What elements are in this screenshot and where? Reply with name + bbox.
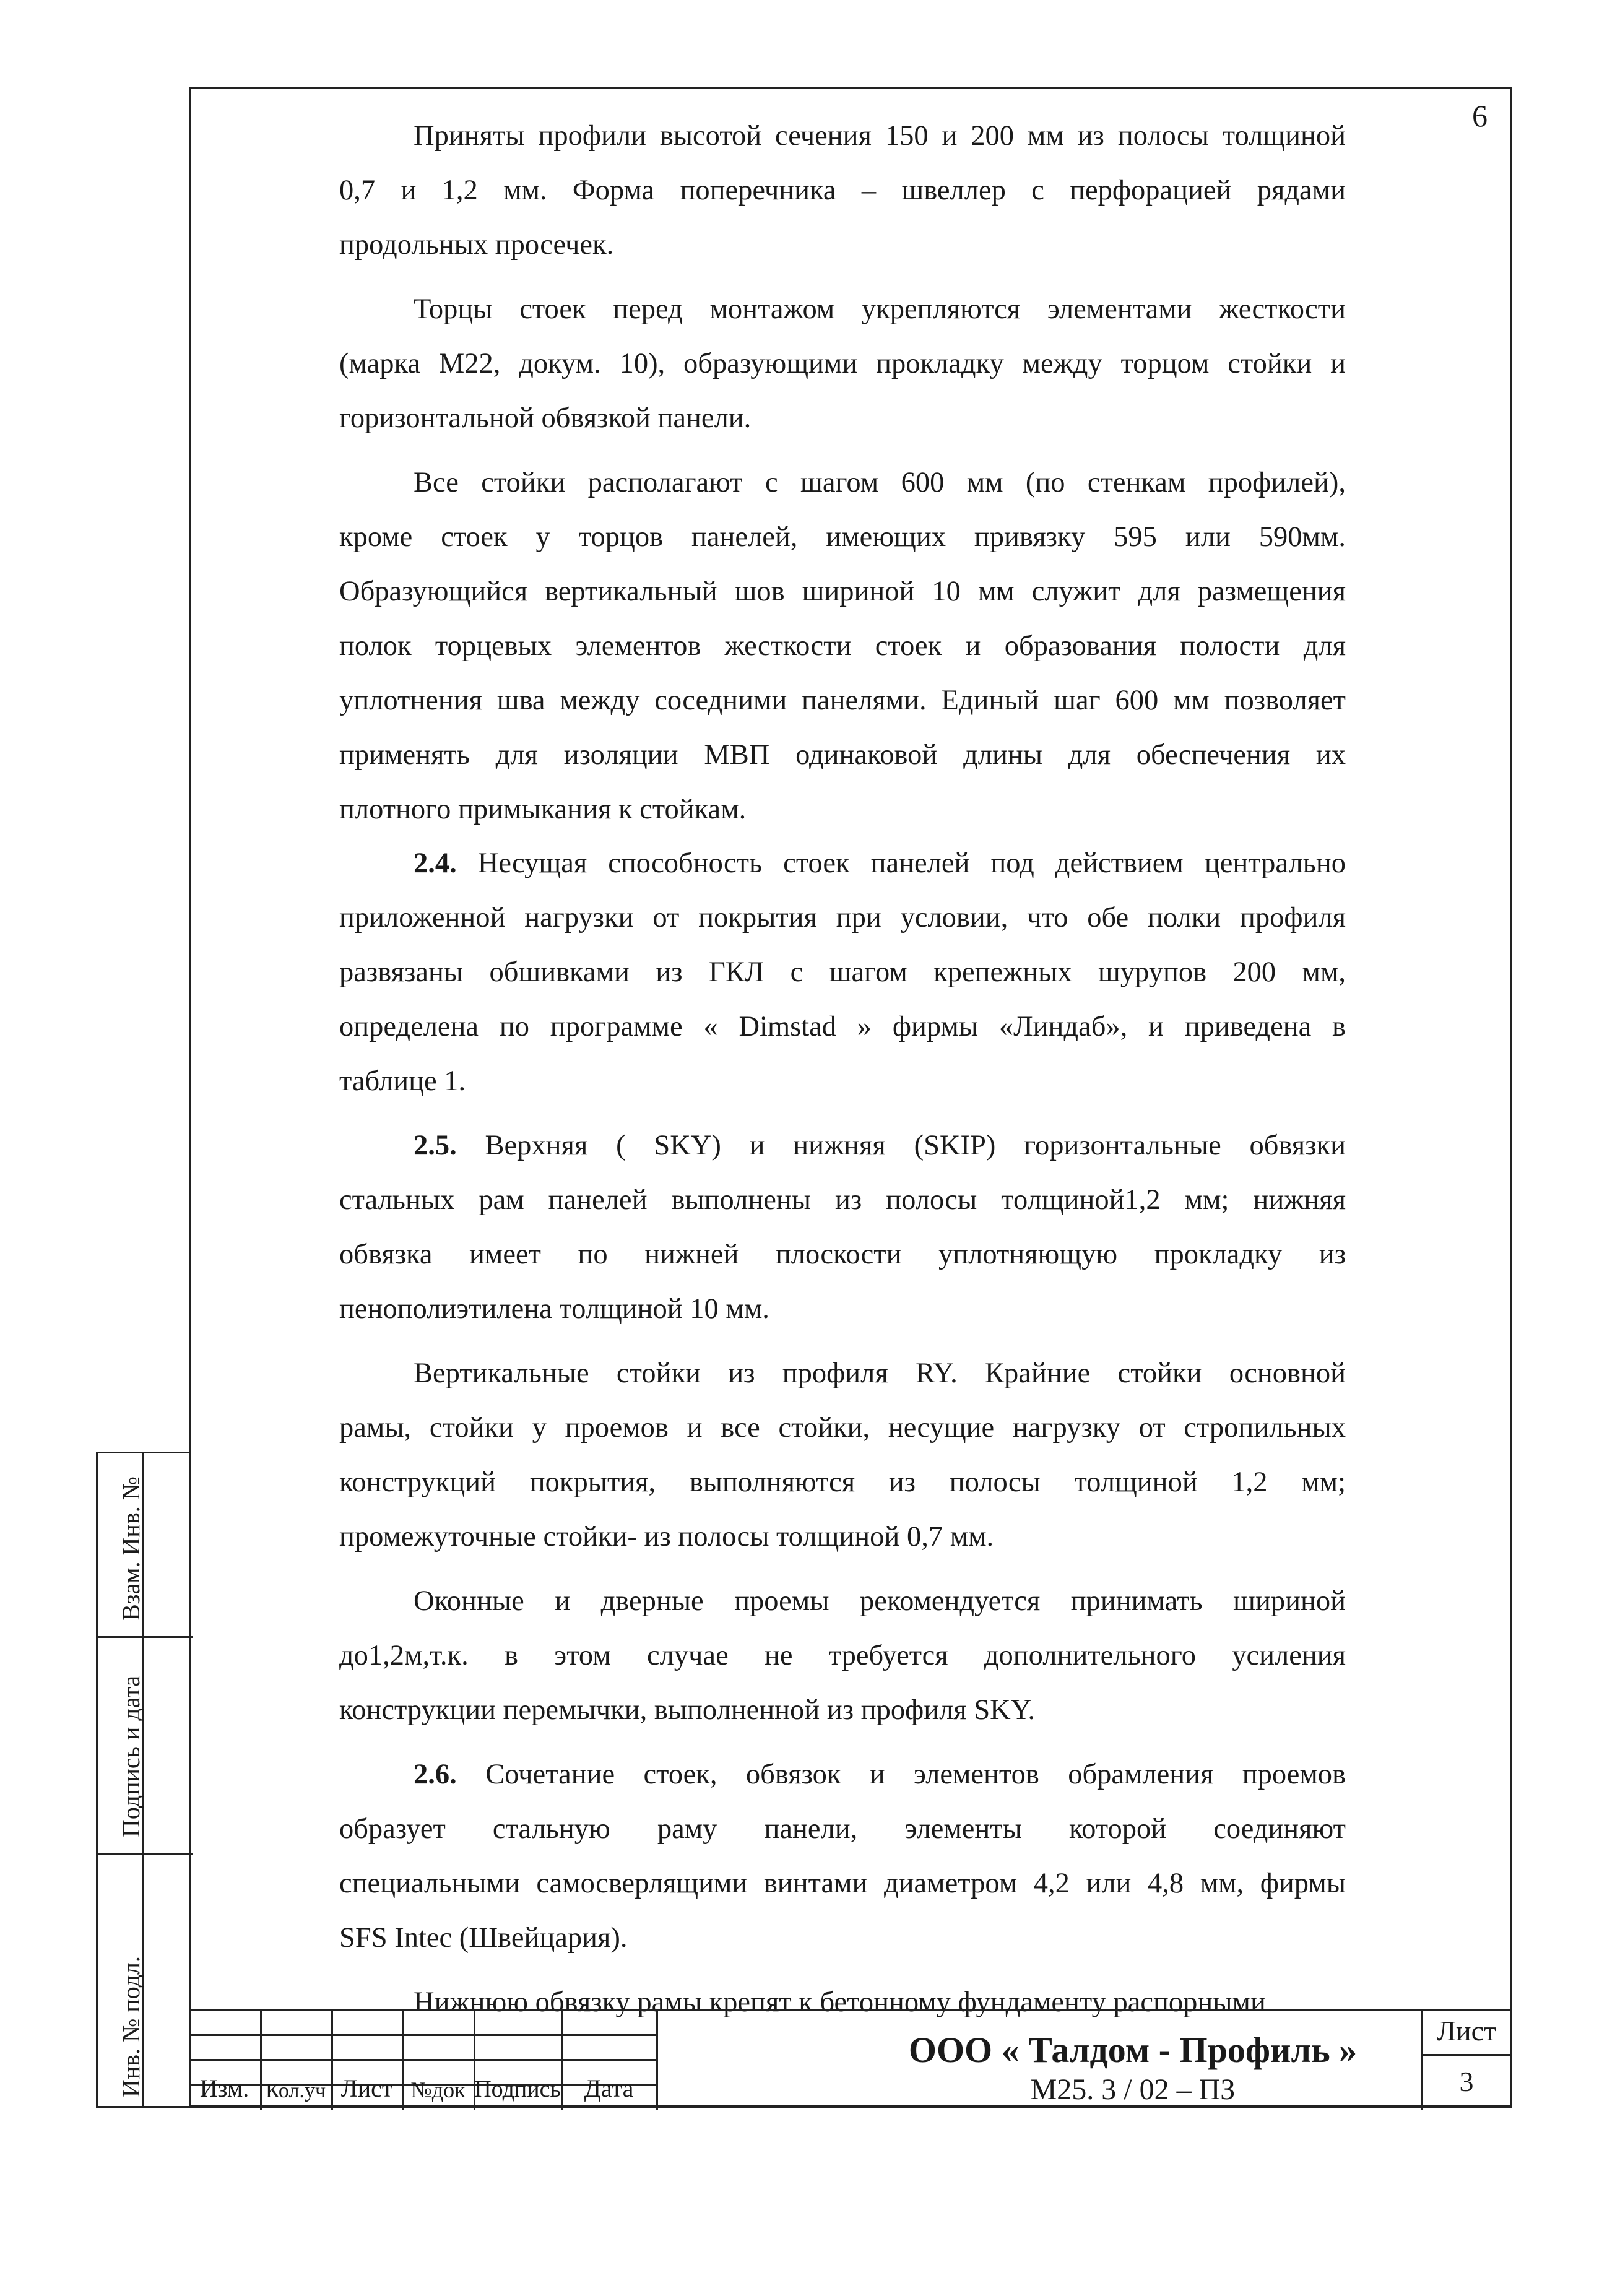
body-line bbox=[414, 1583, 1346, 1620]
body-line bbox=[339, 1464, 1346, 1501]
body-line bbox=[414, 845, 1346, 882]
body-line-text: специальными самосверлящими винтами диаметром 4,2 или 4,8 мм, фирмы bbox=[339, 1868, 1346, 1899]
col-kol-uch: Кол.уч bbox=[265, 2079, 326, 2102]
body-line bbox=[339, 172, 1346, 209]
body-line bbox=[414, 1127, 1346, 1164]
body-line-text: Несущая способность стоек панелей под действием центрально bbox=[477, 847, 1346, 879]
body-line-text: 0,7 и 1,2 мм. Форма поперечника – швеллер с перфорацией рядами bbox=[339, 175, 1346, 206]
col-data: Дата bbox=[584, 2074, 634, 2102]
body-line-text: образует стальную раму панели, элементы которой соединяют bbox=[339, 1813, 1346, 1845]
body-line-text: стальных рам панелей выполнены из полосы толщиной1,2 мм; нижняя bbox=[339, 1184, 1346, 1216]
side-label-signature-date: Подпись и дата bbox=[117, 1675, 145, 1837]
body-line-text: пенополиэтилена толщиной 10 мм. bbox=[339, 1293, 769, 1325]
body-line-text: горизонтальной обвязкой панели. bbox=[339, 402, 752, 434]
body-line bbox=[339, 899, 1346, 937]
body-line-text: до1,2м,т.к. в этом случае не требуется дополнительного усиления bbox=[339, 1640, 1346, 1671]
body-line bbox=[414, 1355, 1346, 1392]
body-line bbox=[339, 1063, 466, 1100]
col-podpis: Подпись bbox=[474, 2076, 561, 2102]
col-ndok: №док bbox=[410, 2077, 466, 2102]
body-line-text: применять для изоляции МВП одинаковой длины для обеспечения их bbox=[339, 739, 1346, 771]
body-line-text: продольных просечек. bbox=[339, 229, 614, 261]
body-line bbox=[339, 628, 1346, 665]
body-line-text: Образующийся вертикальный шов шириной 10 мм служит для размещения bbox=[339, 576, 1346, 607]
title-block-col-line bbox=[656, 2011, 658, 2110]
body-line-text: Вертикальные стойки из профиля RY. Крайние стойки основной bbox=[414, 1358, 1346, 1389]
body-line-text: Сочетание стоек, обвязок и элементов обрамления проемов bbox=[485, 1759, 1346, 1790]
body-line-text: Все стойки располагают с шагом 600 мм (по стенкам профилей), bbox=[414, 467, 1346, 498]
body-line bbox=[339, 1008, 1346, 1046]
body-line bbox=[339, 227, 613, 264]
body-line bbox=[339, 400, 751, 437]
side-label-vzam-inv: Взам. Инв. № bbox=[117, 1476, 145, 1621]
section-number: 2.6. bbox=[414, 1759, 457, 1790]
body-line bbox=[339, 1182, 1346, 1219]
body-line bbox=[339, 1865, 1346, 1902]
body-line-text: приложенной нагрузки от покрытия при условии, что обе полки профиля bbox=[339, 902, 1346, 934]
body-line-text: определена по программе « Dimstad » фирмы «Линдаб», и приведена в bbox=[339, 1011, 1346, 1042]
body-line bbox=[414, 291, 1346, 328]
body-line-text: Верхняя ( SKY) и нижняя (SKIP) горизонтальные обвязки bbox=[485, 1130, 1346, 1161]
body-line bbox=[414, 118, 1346, 155]
body-line bbox=[339, 737, 1346, 774]
body-line-text: рамы, стойки у проемов и все стойки, несущие нагрузку от стропильных bbox=[339, 1412, 1346, 1444]
body-line-text: уплотнения шва между соседними панелями. Единый шаг 600 мм позволяет bbox=[339, 685, 1346, 716]
body-line-text: (марка М22, докум. 10), образующими прокладку между торцом стойки и bbox=[339, 348, 1346, 379]
body-line-text: развязаны обшивками из ГКЛ с шагом крепежных шурупов 200 мм, bbox=[339, 956, 1346, 988]
section-number: 2.5. bbox=[414, 1130, 457, 1161]
body-line-text: конструкции перемычки, выполненной из профиля SKY. bbox=[339, 1694, 1035, 1726]
body-line-text: SFS Intec (Швейцария). bbox=[339, 1922, 628, 1954]
sheet-cell-divider bbox=[1421, 2054, 1512, 2056]
body-line bbox=[339, 573, 1346, 610]
body-line-text: Приняты профили высотой сечения 150 и 200 мм из полосы толщиной bbox=[414, 120, 1346, 152]
body-line-text: Нижнюю обвязку рамы крепят к бетонному фундаменту распорными bbox=[414, 1986, 1266, 2018]
side-stamp-divider bbox=[98, 1853, 193, 1855]
body-line bbox=[339, 1236, 1346, 1273]
title-block-row-line bbox=[189, 2034, 656, 2036]
body-line bbox=[339, 1920, 628, 1957]
body-line-text: Оконные и дверные проемы рекомендуется принимать шириной bbox=[414, 1585, 1346, 1617]
side-label-inv-podl: Инв. № подл. bbox=[117, 1956, 145, 2097]
body-line bbox=[339, 519, 1346, 556]
body-line bbox=[339, 954, 1346, 991]
body-line bbox=[339, 682, 1346, 719]
body-line bbox=[339, 1291, 769, 1328]
body-line-text: конструкций покрытия, выполняются из полосы толщиной 1,2 мм; bbox=[339, 1466, 1346, 1498]
body-line-text: полок торцевых элементов жесткости стоек и образования полости для bbox=[339, 630, 1346, 662]
body-line-text: промежуточные стойки- из полосы толщиной 0,7 мм. bbox=[339, 1521, 994, 1553]
body-line-text: плотного примыкания к стойкам. bbox=[339, 794, 747, 825]
body-line bbox=[339, 345, 1346, 383]
col-izm: Изм. bbox=[199, 2074, 249, 2102]
side-stamp bbox=[96, 1452, 191, 2108]
body-line bbox=[339, 1637, 1346, 1674]
body-line bbox=[339, 1811, 1346, 1848]
sheet-number: 3 bbox=[1459, 2066, 1474, 2097]
body-line bbox=[339, 1518, 994, 1556]
sheet-label: Лист bbox=[1436, 2015, 1497, 2047]
section-number: 2.4. bbox=[414, 847, 457, 879]
body-line bbox=[339, 1692, 1035, 1729]
col-list: Лист bbox=[340, 2074, 393, 2102]
document-code: М25. 3 / 02 – ПЗ bbox=[1030, 2073, 1236, 2106]
body-line-text: Торцы стоек перед монтажом укрепляются элементами жесткости bbox=[414, 293, 1346, 325]
body-line bbox=[414, 464, 1346, 501]
page-number: 6 bbox=[1472, 98, 1488, 133]
company-name: ООО « Талдом - Профиль » bbox=[908, 2030, 1358, 2070]
body-line-text: кроме стоек у торцов панелей, имеющих привязку 595 или 590мм. bbox=[339, 521, 1346, 553]
body-line-text: таблице 1. bbox=[339, 1065, 466, 1097]
title-block-row-line bbox=[189, 2059, 656, 2061]
body-line-text: обвязка имеет по нижней плоскости уплотняющую прокладку из bbox=[339, 1239, 1346, 1270]
title-block bbox=[189, 2009, 1512, 2108]
body-line bbox=[339, 791, 746, 828]
side-stamp-divider bbox=[98, 1636, 193, 1638]
body-line bbox=[339, 1410, 1346, 1447]
body-line bbox=[414, 1756, 1346, 1793]
